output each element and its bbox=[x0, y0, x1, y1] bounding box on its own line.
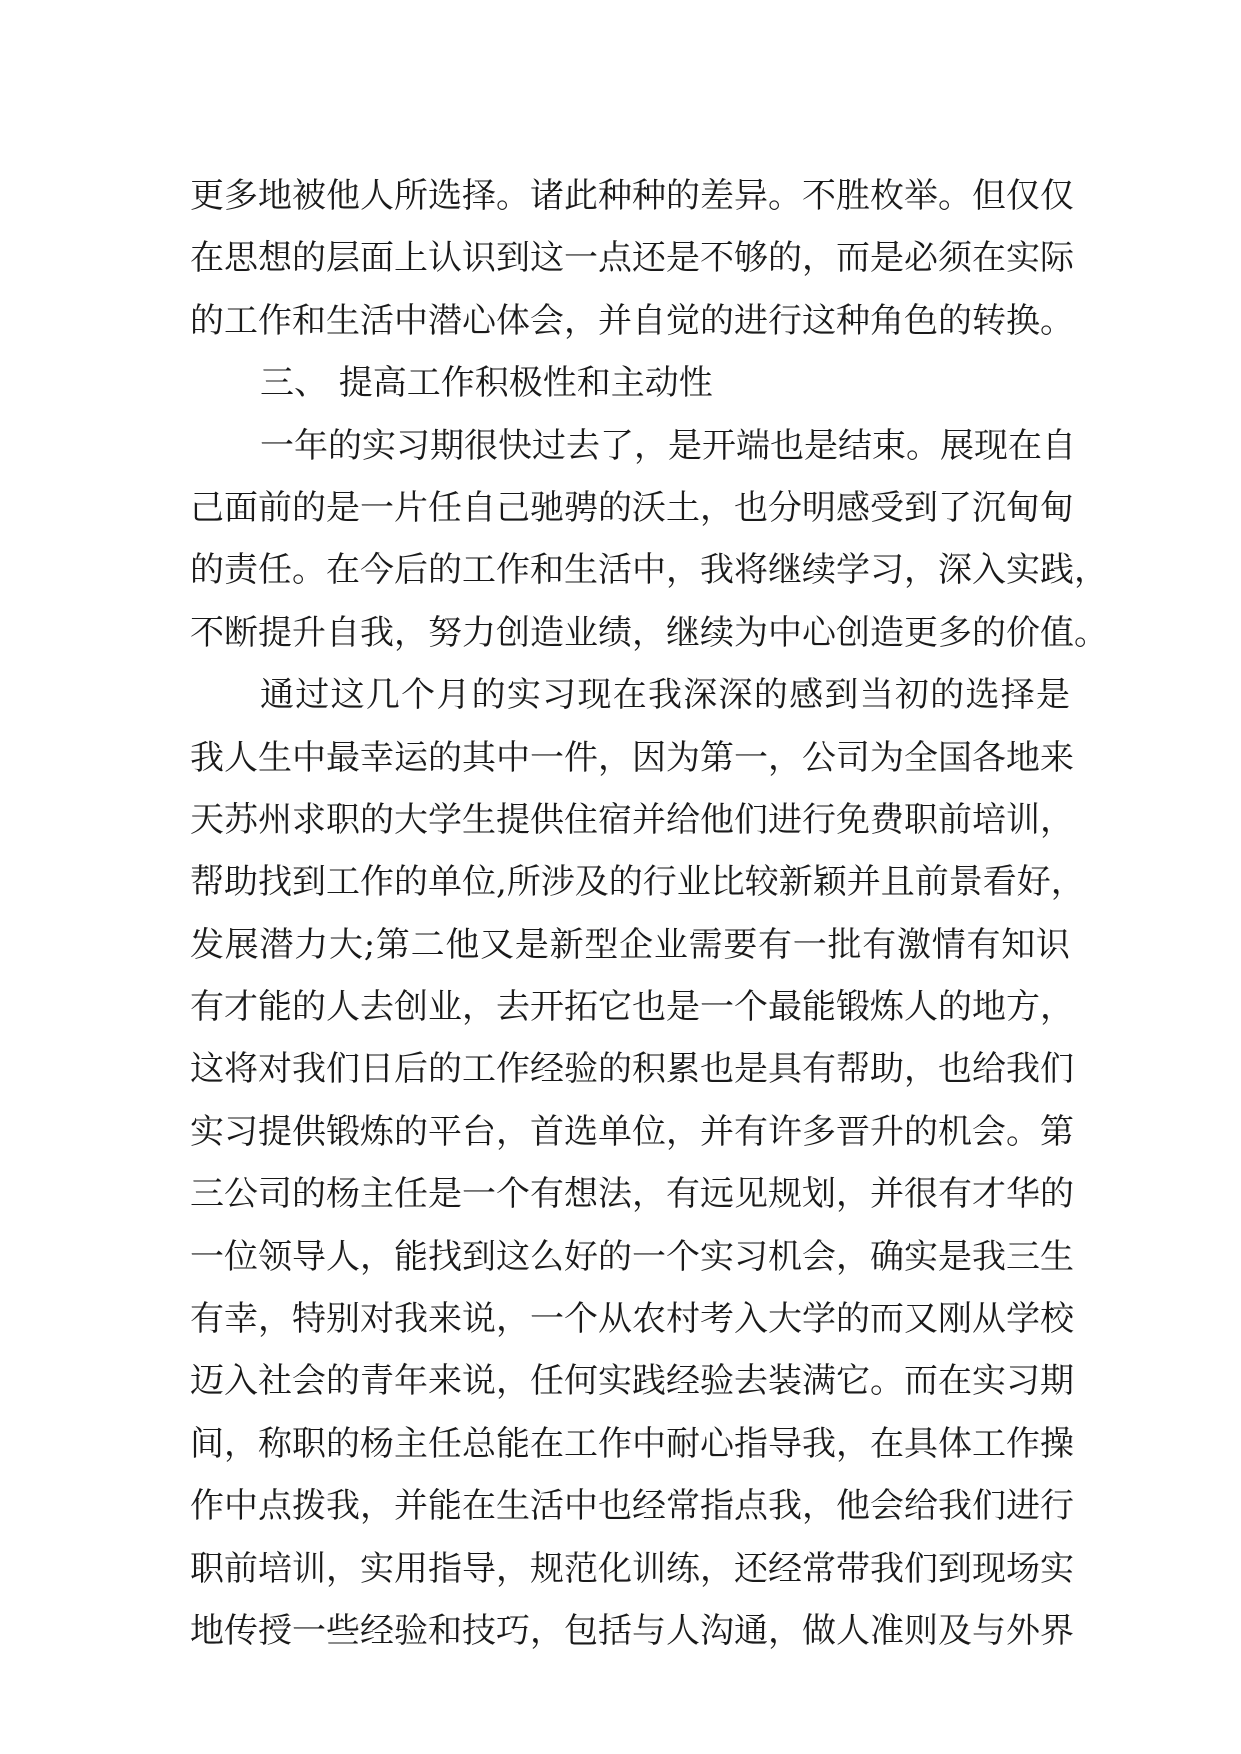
text-line: 不断提升自我，努力创造业绩，继续为中心创造更多的价值。 bbox=[190, 612, 1108, 653]
text-line: 发展潜力大;第二他又是新型企业需要有一批有激情有知识 bbox=[190, 924, 1070, 965]
text-line: 我人生中最幸运的其中一件，因为第一，公司为全国各地来 bbox=[190, 737, 1074, 778]
text-line: 这将对我们日后的工作经验的积累也是具有帮助，也给我们 bbox=[190, 1049, 1074, 1090]
text-line: 己面前的是一片任自己驰骋的沃土，也分明感受到了沉甸甸 bbox=[190, 487, 1074, 528]
text-line: 三公司的杨主任是一个有想法，有远见规划，并很有才华的 bbox=[190, 1174, 1074, 1215]
text-line: 实习提供锻炼的平台，首选单位，并有许多晋升的机会。第 bbox=[190, 1111, 1074, 1152]
paragraph-first-line: 一年的实习期很快过去了，是开端也是结束。展现在自 bbox=[260, 425, 1076, 466]
paragraph-first-line: 通过这几个月的实习现在我深深的感到当初的选择是 bbox=[260, 675, 1070, 716]
text-line: 天苏州求职的大学生提供住宿并给他们进行免费职前培训， bbox=[190, 799, 1074, 840]
text-line: 的责任。在今后的工作和生活中，我将继续学习，深入实践， bbox=[190, 550, 1108, 591]
text-line: 帮助找到工作的单位,所涉及的行业比较新颖并且前景看好， bbox=[190, 862, 1085, 903]
section-heading: 三、 提高工作积极性和主动性 bbox=[260, 363, 713, 404]
text-line: 一位领导人，能找到这么好的一个实习机会，确实是我三生 bbox=[190, 1236, 1074, 1277]
text-line: 间，称职的杨主任总能在工作中耐心指导我，在具体工作操 bbox=[190, 1423, 1074, 1464]
text-line: 作中点拨我，并能在生活中也经常指点我，他会给我们进行 bbox=[190, 1486, 1074, 1527]
text-line: 迈入社会的青年来说，任何实践经验去装满它。而在实习期 bbox=[190, 1361, 1074, 1402]
text-line: 有才能的人去创业，去开拓它也是一个最能锻炼人的地方， bbox=[190, 987, 1074, 1028]
text-line: 在思想的层面上认识到这一点还是不够的，而是必须在实际 bbox=[190, 238, 1074, 279]
document-body-text bbox=[190, 165, 1108, 1662]
text-line: 更多地被他人所选择。诸此种种的差异。不胜枚举。但仅仅 bbox=[190, 176, 1074, 216]
text-line: 地传授一些经验和技巧，包括与人沟通，做人准则及与外界 bbox=[190, 1610, 1074, 1651]
text-line: 职前培训，实用指导，规范化训练，还经常带我们到现场实 bbox=[190, 1548, 1074, 1589]
text-line: 的工作和生活中潜心体会，并自觉的进行这种角色的转换。 bbox=[190, 300, 1074, 341]
text-line: 有幸，特别对我来说，一个从农村考入大学的而又刚从学校 bbox=[190, 1299, 1074, 1340]
